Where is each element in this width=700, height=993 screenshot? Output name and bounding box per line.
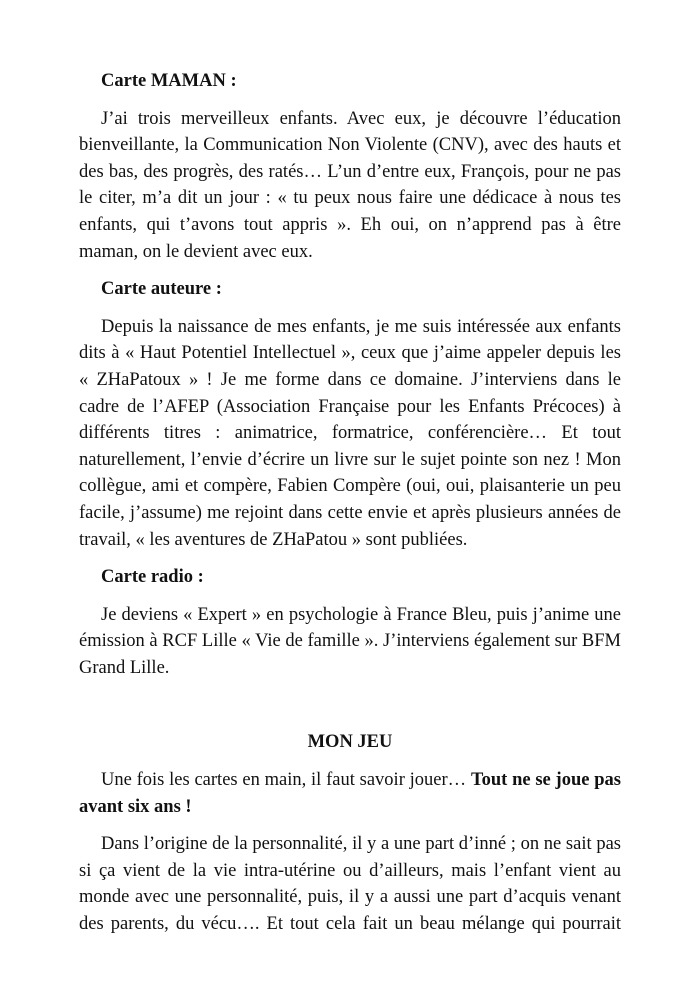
section-title-mon-jeu: MON JEU [307,732,393,753]
paragraph-carte-radio: Je deviens « Expert » en psychologie à France Bleu, puis j’anime une émission à RCF Lille « Vie de famille ». J’interviens également sur BFM Grand Lille. [79,604,621,678]
document-page [79,68,621,949]
intro-bold-text: Tout ne se joue pas avant six ans ! [79,770,621,817]
paragraph-mon-jeu-personnalite: Dans l’origine de la personnalité, il y a une part d’inné ; on ne sait pas si ça vient de la vie intra-utérine ou d’ailleurs, mais l’enfant vient au monde avec une personnalité, puis, il y a aussi une part d’acquis venant des parents, du vécu…. Et tout cela fait un beau mélange qui pourrait [79,834,621,935]
paragraph-carte-maman: J’ai trois merveilleux enfants. Avec eux, je découvre l’éducation bienveillante, la Communication Non Violente (CNV), avec des hauts et des bas, des progrès, des ratés… L’un d’entre eux, François, pour ne pas le citer, m’a dit un jour : « tu peux nous faire une dédicace à nous tes enfants, qui t’avons tout appris ». Eh oui, on n’apprend pas à être maman, on le devient avec eux. [79,108,621,262]
heading-carte-auteure: Carte auteure : [101,279,222,300]
heading-carte-radio: Carte radio : [101,567,204,588]
paragraph-carte-auteure: Depuis la naissance de mes enfants, je me suis intéressée aux enfants dits à « Haut Potentiel Intellectuel », ceux que j’aime appeler depuis les « ZHaPatoux » ! Je me forme dans ce domaine. J’interviens dans le cadre de l’AFEP (Association Française pour les Enfants Précoces) à différents titres : animatrice, formatrice, conférencière… Et tout naturellement, l’envie d’écrire un livre sur le sujet pointe son nez ! Mon collègue, ami et compère, Fabien Compère (oui, oui, plaisanterie un peu facile, j’assume) me rejoint dans cette envie et après plusieurs années de travail, « les aventures de ZHaPatou » sont publiées. [79,316,621,550]
heading-carte-maman: Carte MAMAN : [101,71,237,91]
intro-text: Une fois les cartes en main, il faut savoir jouer… [101,770,471,791]
paragraph-mon-jeu-intro [79,767,621,820]
